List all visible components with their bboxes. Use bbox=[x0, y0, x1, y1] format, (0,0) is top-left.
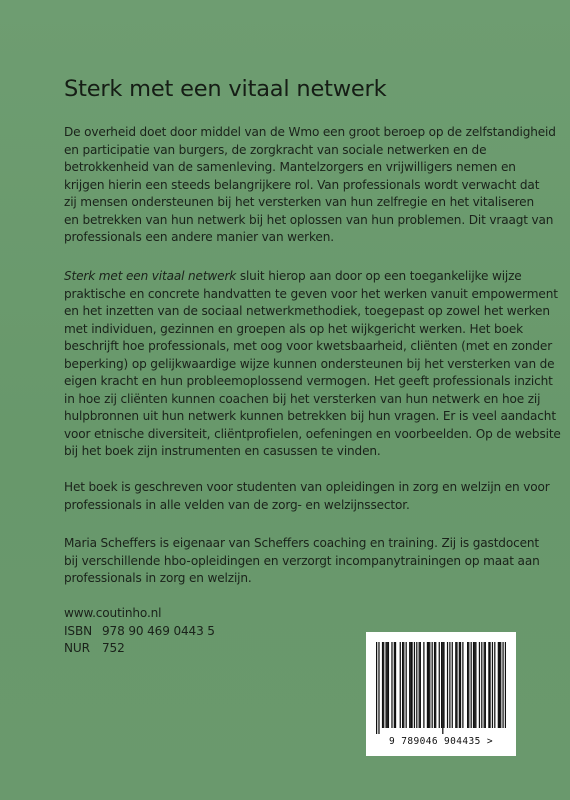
text-line: bij het boek zijn instrumenten en casussen te vinden. bbox=[64, 444, 381, 458]
barcode-bar bbox=[462, 642, 463, 728]
barcode-bar bbox=[406, 642, 407, 728]
barcode-bar bbox=[432, 642, 433, 728]
barcode-bar bbox=[402, 642, 403, 728]
barcode-bar bbox=[494, 642, 495, 728]
book-description-paragraph bbox=[64, 268, 561, 461]
barcode-bar bbox=[435, 642, 436, 728]
barcode-bar bbox=[460, 642, 461, 728]
text-line: met individuen, gezinnen en groepen als op het wijkgericht werken. Het boek bbox=[64, 321, 523, 336]
barcode-bar bbox=[498, 642, 499, 728]
barcode-bar bbox=[471, 642, 472, 728]
barcode-bar bbox=[455, 642, 456, 728]
barcode-bar bbox=[459, 642, 460, 728]
nur-value: 752 bbox=[102, 641, 125, 655]
text-line: voor etnische diversiteit, cliëntprofielen, oefeningen en voorbeelden. Op de website bbox=[64, 426, 561, 441]
publisher-website: www.coutinho.nl bbox=[64, 606, 162, 620]
text-line: De overheid doet door middel van de Wmo een groot beroep op de zelfstandigheid bbox=[64, 125, 556, 139]
barcode-bar bbox=[427, 642, 428, 728]
intro-paragraph bbox=[64, 124, 556, 247]
barcode-bar bbox=[429, 642, 430, 728]
isbn-label: ISBN bbox=[64, 623, 92, 638]
barcode-bar bbox=[400, 642, 401, 728]
barcode-bar bbox=[473, 642, 474, 728]
barcode-bar bbox=[489, 642, 490, 728]
barcode-bar bbox=[452, 642, 453, 728]
text-line: en participatie van burgers, de zorgkracht van sociale netwerken en de bbox=[64, 142, 487, 157]
barcode-bar bbox=[382, 642, 383, 728]
nur-label: NUR bbox=[64, 641, 90, 655]
barcode-bar bbox=[479, 642, 480, 728]
barcode-bar bbox=[441, 642, 442, 728]
barcode-bar bbox=[391, 642, 392, 728]
text-line: beschrijft hoe professionals, met oog voor kwetsbaarheid, cliënten (met en zonder bbox=[64, 339, 553, 353]
barcode-bar bbox=[414, 642, 415, 728]
text-line: professionals een andere manier van werken. bbox=[64, 230, 334, 244]
barcode-bar bbox=[419, 642, 420, 728]
barcode-bar bbox=[475, 642, 476, 728]
barcode-label bbox=[366, 632, 516, 756]
barcode-bar bbox=[474, 642, 475, 728]
barcode-bar bbox=[481, 642, 482, 728]
barcode-bar bbox=[378, 642, 379, 734]
barcode-bar bbox=[500, 642, 501, 728]
text-line: praktische en concrete handvatten te geven voor het werken vanuit empowerment bbox=[64, 286, 558, 301]
barcode-bar bbox=[443, 642, 444, 728]
barcode-bar bbox=[383, 642, 384, 728]
barcode-bar bbox=[488, 642, 489, 728]
audience-paragraph bbox=[64, 479, 550, 514]
barcode-bar bbox=[403, 642, 404, 728]
text-line: in hoe zij cliënten kunnen coachen bij het versterken van hun netwerk en hoe zij bbox=[64, 391, 541, 406]
italic-book-title: Sterk met een vitaal netwerk bbox=[64, 269, 237, 283]
text-line: en betrekken van hun netwerk bij het oplossen van hun problemen. Dit vraagt van bbox=[64, 212, 554, 227]
barcode-bar bbox=[410, 642, 411, 728]
barcode-bar bbox=[428, 642, 429, 728]
barcode-bar bbox=[395, 642, 396, 728]
barcode-bar bbox=[376, 642, 377, 734]
text-line: eigen kracht en hun probleemoplossend vermogen. Het geeft professionals inzicht bbox=[64, 374, 553, 388]
text-line: krijgen hierin een steeds belangrijkere rol. Van professionals wordt verwacht dat bbox=[64, 177, 540, 192]
text-fragment: sluit hierop aan door op een toegankelijke wijze bbox=[236, 269, 522, 283]
barcode-bar bbox=[385, 642, 386, 728]
barcode-bar bbox=[439, 642, 440, 728]
text-line: Het boek is geschreven voor studenten van opleidingen in zorg en welzijn en voor bbox=[64, 480, 550, 494]
barcode-bar bbox=[394, 642, 395, 728]
barcode-digits: 9 789046 904435 > bbox=[388, 736, 494, 747]
barcode-bar bbox=[411, 642, 412, 728]
barcode-bar bbox=[409, 642, 410, 728]
barcode-bar bbox=[434, 642, 435, 728]
barcode-bar bbox=[447, 642, 448, 728]
barcode-bar bbox=[449, 642, 450, 728]
barcode-bar bbox=[467, 642, 468, 728]
text-line: en het inzetten van de sociaal netwerkmethodiek, toegepast op zowel het werken bbox=[64, 304, 550, 318]
barcode-bar bbox=[416, 642, 417, 728]
barcode-bar bbox=[423, 642, 424, 728]
barcode-bar bbox=[468, 642, 469, 728]
barcode-bar bbox=[502, 642, 503, 728]
text-line: betrokkenheid van de samenleving. Mantelzorgers en vrijwilligers nemen en bbox=[64, 160, 516, 174]
text-line: hulpbronnen uit hun netwerk kunnen betrekken bij hun vragen. Er is veel aandacht bbox=[64, 409, 556, 423]
book-title: Sterk met een vitaal netwerk bbox=[64, 76, 387, 102]
barcode-icon bbox=[376, 642, 506, 734]
text-line: zij mensen ondersteunen bij het versterken van hun zelfregie en het vitaliseren bbox=[64, 195, 534, 209]
barcode-bar bbox=[505, 642, 506, 728]
barcode-bar bbox=[442, 642, 443, 734]
text-line: professionals in alle velden van de zorg- en welzijnssector. bbox=[64, 497, 410, 512]
text-line: Maria Scheffers is eigenaar van Scheffers coaching en training. Zij is gastdocent bbox=[64, 536, 539, 550]
barcode-bar bbox=[388, 642, 389, 728]
isbn-value: 978 90 469 0443 5 bbox=[102, 623, 215, 638]
barcode-bar bbox=[492, 642, 493, 728]
barcode-bar bbox=[456, 642, 457, 728]
barcode-bar bbox=[387, 642, 388, 728]
barcode-bar bbox=[420, 642, 421, 728]
text-line: professionals in zorg en welzijn. bbox=[64, 571, 252, 585]
text-line bbox=[64, 268, 524, 286]
barcode-bar bbox=[485, 642, 486, 728]
barcode-bar bbox=[484, 642, 485, 728]
text-line: beperking) op gelijkwaardige wijze kunnen ondersteunen bij het versterken van de bbox=[64, 356, 555, 371]
text-line: bij verschillende hbo-opleidingen en verzorgt incompanytrainingen op maat aan bbox=[64, 553, 540, 568]
author-bio-paragraph bbox=[64, 535, 540, 588]
barcode-bar bbox=[499, 642, 500, 728]
